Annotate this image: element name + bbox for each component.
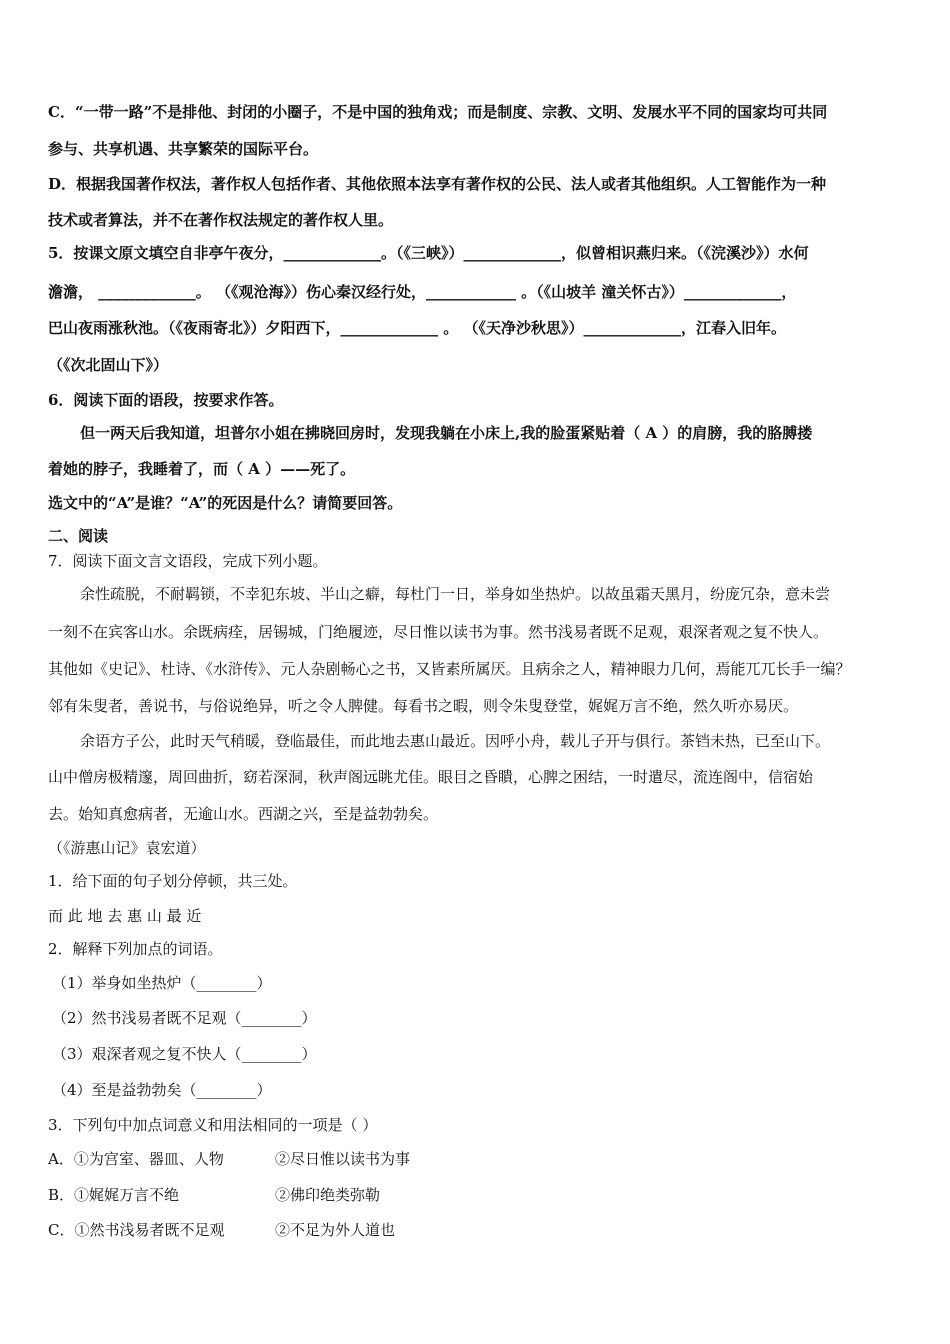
q6-question: 选文中的“A”是谁？“A”的死因是什么？请简要回答。 [48,494,403,512]
option-first: A．①为宫室、器皿、人物 [48,1150,224,1168]
q7-sub1-stem: 1．给下面的句子划分停顿，共三处。 [48,872,298,890]
q7-para2-line3: 去。始知真愈病者，无逾山水。西湖之兴，至是益勃勃矣。 [48,805,439,823]
q6-stem: 6．阅读下面的语段，按要求作答。 [48,391,284,409]
option-second: ②佛印绝类弥勒 [275,1186,381,1204]
q7-sub2-item: （4）至是益勃勃矣（________） [52,1081,272,1099]
q6-passage-line2: 着她的脖子，我睡着了，而（ A ）——死了。 [48,460,356,478]
q7-para1-line1: 余性疏脱，不耐羁锁，不幸犯东坡、半山之癖，每杜门一日，举身如坐热炉。以故虽霜天黑月，纷庞冗杂，意未尝 [80,585,831,603]
option-second: ②尽日惟以读书为事 [275,1150,411,1168]
q7-source: （《游惠山记》袁宏道） [48,839,206,857]
q7-sub3-stem: 3．下列句中加点词意义和用法相同的一项是（ ） [48,1116,378,1134]
q7-para1-line2: 一刻不在宾客山水。余既病痊，居锡城，门绝履迹，尽日惟以读书为事。然书浅易者既不足观，艰深者观之复不快人。 [48,623,829,641]
q6-passage-line1: 但一两天后我知道，坦普尔小姐在拂晓回房时，发现我躺在小床上,我的脸蛋紧贴着（ A ）的肩膀，我的胳膊搂 [80,424,813,442]
q4-option-d-line1: D．根据我国著作权法，著作权人包括作者、其他依照本法享有著作权的公民、法人或者其他组织。人工智能作为一种 [48,175,827,193]
q7-sub1-sentence: 而 此 地 去 惠 山 最 近 [48,907,202,925]
q7-sub3-option-b [48,1185,908,1205]
q7-para2-line1: 余语方子公，此时天气稍暖，登临最佳，而此地去惠山最近。因呼小舟，载儿子开与俱行。茶铛未热，已至山下。 [80,732,831,750]
q7-para2-line2: 山中僧房极精邃，周回曲折，窈若深洞，秋声阁远眺尤佳。眼目之昏瞶，心脾之困结，一时遣尽，流连阁中，信宿始 [48,768,814,786]
q4-option-c-line2: 参与、共享机遇、共享繁荣的国际平台。 [48,140,319,158]
option-first: C．①然书浅易者既不足观 [48,1221,225,1239]
q7-sub3-option-a [48,1149,908,1169]
q5-line1: 5．按课文原文填空自非亭午夜分，_____________。（《三峡》）_____________，似曾相识燕归来。（《浣溪沙》）水何 [48,244,809,262]
q7-sub2-stem: 2．解释下列加点的词语。 [48,940,223,958]
q7-sub2-item: （2）然书浅易者既不足观（________） [52,1009,317,1027]
q7-sub2-item: （1）举身如坐热炉（________） [52,974,272,992]
q7-para1-line4: 邻有朱叟者，善说书，与俗说绝异，听之令人脾健。每看书之暇，则令朱叟登堂，娓娓万言不绝，然久听亦易厌。 [48,697,799,715]
q4-option-c-line1: C．“一带一路”不是排他、封闭的小圈子，不是中国的独角戏；而是制度、宗教、文明、发展水平不同的国家均可共同 [48,103,828,121]
q4-option-d-line2: 技术或者算法，并不在著作权法规定的著作权人里。 [48,211,394,229]
q7-sub3-option-c [48,1220,908,1240]
option-second: ②不足为外人道也 [275,1221,396,1239]
q7-sub2-item: （3）艰深者观之复不快人（________） [52,1045,317,1063]
section-heading: 二、阅读 [48,527,109,545]
q5-line3: 巴山夜雨涨秋池。（《夜雨寄北》）夕阳西下，_____________ 。 （《天净沙秋思》）_____________，江春入旧年。 [48,319,786,337]
q7-stem: 7．阅读下面文言文语段，完成下列小题。 [48,552,328,570]
q5-line2: 澹澹， _____________。 （《观沧海》）伤心秦汉经行处，____________ 。（《山坡羊 潼关怀古》）_____________， [48,283,797,301]
option-first: B．①娓娓万言不绝 [48,1186,180,1204]
q5-line4: （《次北固山下》） [48,356,169,374]
q7-para1-line3: 其他如《史记》、杜诗、《水浒传》、元人杂剧畅心之书，又皆素所属厌。且病余之人，精神眼力几何，焉能兀兀长手一编？ [48,660,851,678]
